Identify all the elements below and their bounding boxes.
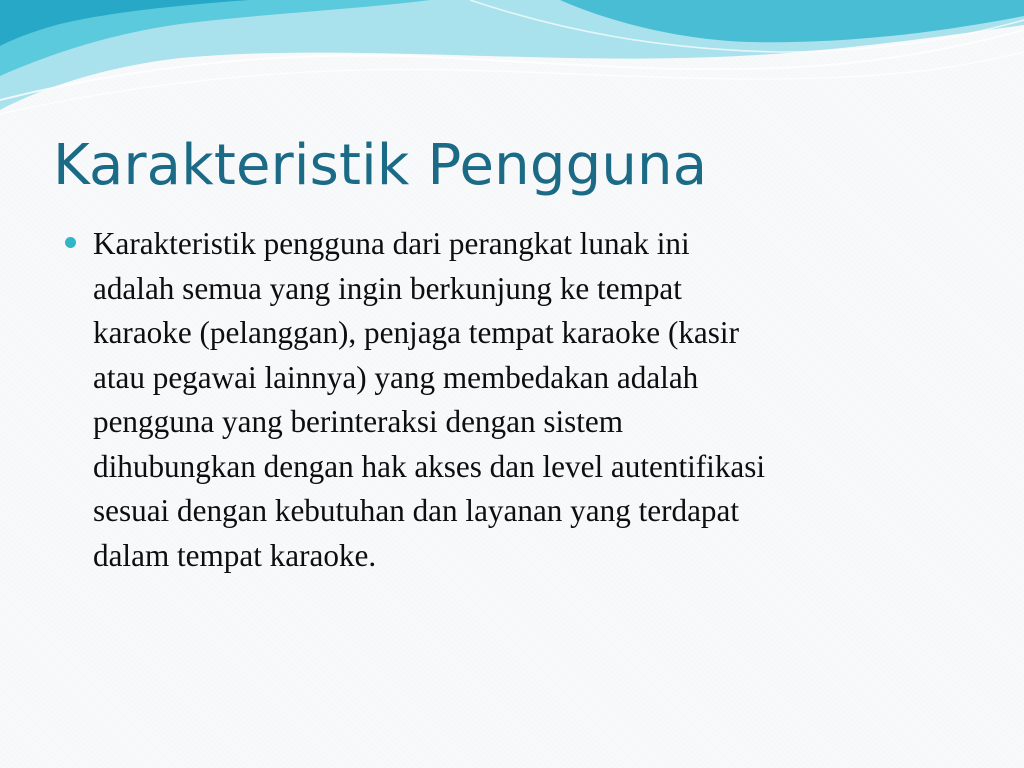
bullet-item — [62, 222, 962, 578]
bullet-line: dalam tempat karaoke. — [93, 537, 377, 573]
bullet-line: adalah semua yang ingin berkunjung ke tempat — [93, 270, 682, 306]
wave-header-decoration — [0, 0, 1024, 130]
slide-title: Karakteristik Pengguna — [53, 133, 708, 198]
bullet-line: karaoke (pelanggan), penjaga tempat karaoke (kasir — [93, 315, 739, 350]
bullet-line: pengguna yang berinteraksi dengan sistem — [93, 404, 624, 439]
bullet-text — [93, 222, 962, 578]
bullet-line: dihubungkan dengan hak akses dan level autentifikasi — [93, 448, 766, 484]
bullet-line: sesuai dengan kebutuhan dan layanan yang terdapat — [93, 493, 740, 528]
bullet-line: Karakteristik pengguna dari perangkat lunak ini — [93, 226, 690, 261]
bullet-line: atau pegawai lainnya) yang membedakan adalah — [93, 359, 699, 395]
bullet-dot-icon — [65, 237, 76, 248]
slide-body — [62, 222, 962, 578]
